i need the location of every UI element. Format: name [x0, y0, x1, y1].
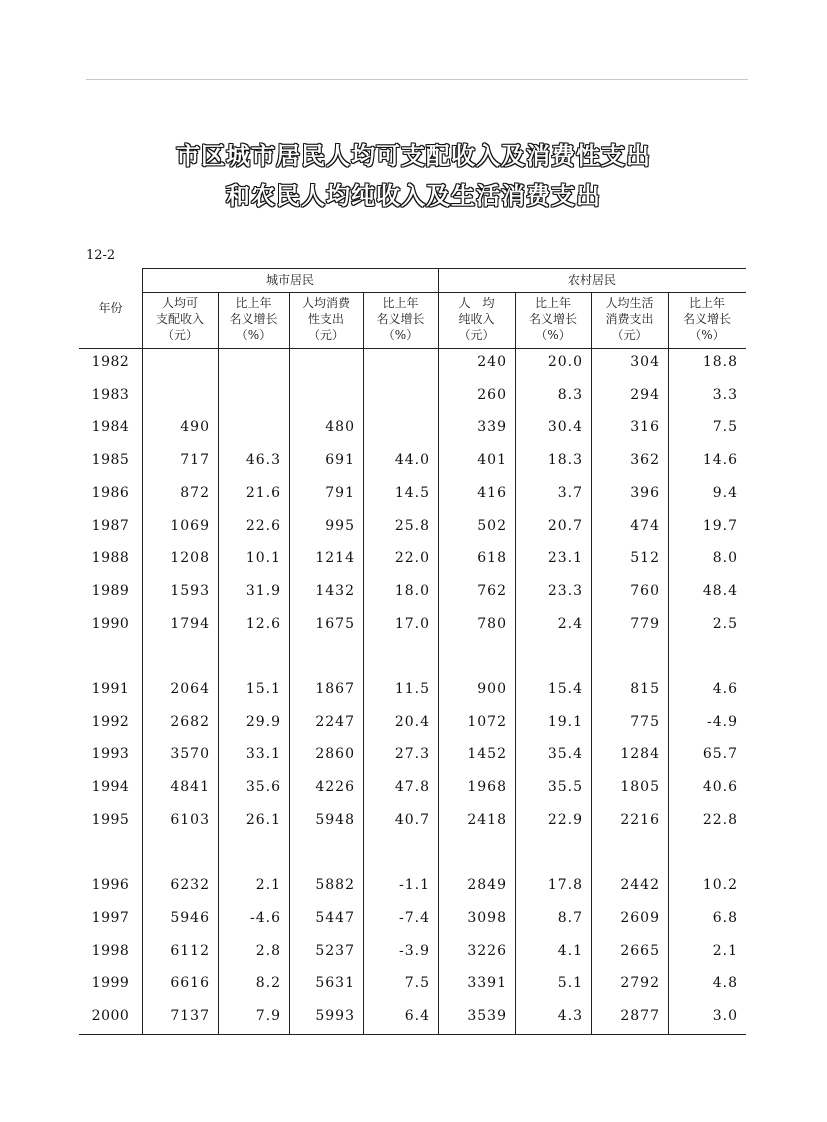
table-cell: 3098 — [467, 910, 507, 926]
table-cell: 22.6 — [245, 518, 281, 534]
table-cell: 2216 — [620, 812, 660, 828]
table-cell: 15.1 — [245, 681, 281, 697]
table-cell: 31.9 — [245, 583, 281, 599]
table-cell: 2609 — [620, 910, 660, 926]
column-divider — [591, 292, 592, 1034]
year-cell: 1991 — [91, 681, 130, 697]
table-cell: 2860 — [315, 746, 355, 762]
table-cell: 5237 — [315, 943, 355, 959]
table-cell: 1208 — [170, 550, 210, 566]
table-cell: 490 — [180, 419, 210, 435]
table-cell: -3.9 — [399, 943, 430, 959]
column-header: 人均生活 消费支出 （元） — [605, 296, 654, 342]
table-cell: 47.8 — [394, 779, 430, 795]
table-cell: 2665 — [620, 943, 660, 959]
table-cell: 5631 — [315, 975, 355, 991]
year-cell: 1983 — [91, 387, 130, 403]
table-cell: 2792 — [620, 975, 660, 991]
table-cell: 1805 — [620, 779, 660, 795]
statistics-table — [79, 268, 746, 1034]
table-cell: 2849 — [467, 877, 507, 893]
table-cell: 11.5 — [394, 681, 430, 697]
table-cell: 1593 — [170, 583, 210, 599]
table-cell: 35.5 — [547, 779, 583, 795]
table-cell: -1.1 — [399, 877, 430, 893]
table-cell: 19.1 — [547, 714, 583, 730]
table-cell: 65.7 — [702, 746, 738, 762]
column-header: 比上年 名义增长 （%） — [376, 296, 425, 342]
table-cell: 1867 — [315, 681, 355, 697]
table-cell: 775 — [630, 714, 660, 730]
table-cell: 14.6 — [702, 452, 738, 468]
table-cell: 25.8 — [394, 518, 430, 534]
table-cell: 2.8 — [255, 943, 281, 959]
table-cell: 502 — [477, 518, 507, 534]
year-cell: 1995 — [91, 812, 130, 828]
table-cell: 2877 — [620, 1008, 660, 1024]
table-cell: 4.1 — [557, 943, 583, 959]
year-cell: 1984 — [91, 419, 130, 435]
year-cell: 1992 — [91, 714, 130, 730]
table-cell: 40.6 — [702, 779, 738, 795]
table-cell: 4.6 — [712, 681, 738, 697]
column-divider — [218, 292, 219, 1034]
table-cell: 1794 — [170, 616, 210, 632]
table-cell: 2682 — [170, 714, 210, 730]
column-divider — [438, 268, 439, 1034]
table-cell: 339 — [477, 419, 507, 435]
table-cell: 7.5 — [712, 419, 738, 435]
table-cell: 760 — [630, 583, 660, 599]
year-cell: 1997 — [91, 910, 130, 926]
table-cell: 717 — [180, 452, 210, 468]
year-cell: 2000 — [91, 1008, 130, 1024]
column-divider — [289, 292, 290, 1034]
table-cell: 872 — [180, 485, 210, 501]
table-cell: 2.4 — [557, 616, 583, 632]
header-bottom-rule — [79, 348, 746, 349]
table-cell: 20.0 — [547, 354, 583, 370]
table-cell: 3.3 — [712, 387, 738, 403]
table-cell: 35.4 — [547, 746, 583, 762]
table-cell: 3226 — [467, 943, 507, 959]
group-header-rule — [142, 292, 746, 293]
table-cell: -7.4 — [399, 910, 430, 926]
year-cell: 1987 — [91, 518, 130, 534]
table-cell: 4226 — [315, 779, 355, 795]
table-cell: 18.8 — [702, 354, 738, 370]
table-cell: 2.5 — [712, 616, 738, 632]
table-cell: 1432 — [315, 583, 355, 599]
table-cell: 1968 — [467, 779, 507, 795]
column-header: 人 均 纯收入 （元） — [458, 296, 495, 342]
table-cell: 2418 — [467, 812, 507, 828]
column-header: 比上年 名义增长 （%） — [229, 296, 278, 342]
table-cell: 20.4 — [394, 714, 430, 730]
table-cell: 18.0 — [394, 583, 430, 599]
table-cell: 30.4 — [547, 419, 583, 435]
column-divider — [142, 268, 143, 1034]
column-header: 比上年 名义增长 （%） — [528, 296, 577, 342]
table-cell: 8.3 — [557, 387, 583, 403]
table-cell: 6112 — [170, 943, 210, 959]
column-header: 人均消费 性支出 （元） — [301, 296, 350, 342]
year-cell: 1986 — [91, 485, 130, 501]
table-cell: 8.2 — [255, 975, 281, 991]
table-cell: 5447 — [315, 910, 355, 926]
table-bottom-rule — [79, 1034, 746, 1035]
table-cell: 779 — [630, 616, 660, 632]
table-cell: 8.7 — [557, 910, 583, 926]
table-cell: 780 — [477, 616, 507, 632]
table-cell: 2.1 — [255, 877, 281, 893]
table-cell: 18.3 — [547, 452, 583, 468]
year-cell: 1988 — [91, 550, 130, 566]
year-cell: 1999 — [91, 975, 130, 991]
table-cell: 3570 — [170, 746, 210, 762]
top-rule — [86, 79, 748, 80]
column-header: 人均可 支配收入 （元） — [155, 296, 204, 342]
table-cell: 5993 — [315, 1008, 355, 1024]
table-cell: 2247 — [315, 714, 355, 730]
table-cell: 260 — [477, 387, 507, 403]
table-cell: 4841 — [170, 779, 210, 795]
table-cell: 4.8 — [712, 975, 738, 991]
table-cell: 17.8 — [547, 877, 583, 893]
table-cell: 29.9 — [245, 714, 281, 730]
table-cell: 618 — [477, 550, 507, 566]
table-cell: 1072 — [467, 714, 507, 730]
table-cell: 396 — [630, 485, 660, 501]
table-cell: 294 — [630, 387, 660, 403]
table-cell: 48.4 — [702, 583, 738, 599]
table-cell: -4.9 — [707, 714, 738, 730]
column-divider — [363, 292, 364, 1034]
table-cell: 20.7 — [547, 518, 583, 534]
table-cell: 5882 — [315, 877, 355, 893]
table-cell: 40.7 — [394, 812, 430, 828]
table-cell: 10.2 — [702, 877, 738, 893]
table-cell: 304 — [630, 354, 660, 370]
year-header: 年份 — [98, 301, 123, 315]
table-cell: 7.5 — [404, 975, 430, 991]
table-cell: 900 — [477, 681, 507, 697]
table-cell: 5946 — [170, 910, 210, 926]
table-cell: 362 — [630, 452, 660, 468]
table-cell: 6.4 — [404, 1008, 430, 1024]
table-cell: 6.8 — [712, 910, 738, 926]
year-cell: 1993 — [91, 746, 130, 762]
rural-group-header: 农村居民 — [567, 273, 616, 287]
table-cell: 35.6 — [245, 779, 281, 795]
table-cell: 815 — [630, 681, 660, 697]
table-cell: 10.1 — [245, 550, 281, 566]
year-cell: 1982 — [91, 354, 130, 370]
urban-group-header: 城市居民 — [265, 273, 314, 287]
table-cell: 22.0 — [394, 550, 430, 566]
table-cell: 762 — [477, 583, 507, 599]
table-cell: 512 — [630, 550, 660, 566]
table-cell: 1214 — [315, 550, 355, 566]
table-cell: 23.3 — [547, 583, 583, 599]
year-cell: 1989 — [91, 583, 130, 599]
column-divider — [515, 292, 516, 1034]
year-cell: 1994 — [91, 779, 130, 795]
page-title: 市区城市居民人均可支配收入及消费性支出 — [176, 142, 651, 170]
table-cell: 4.3 — [557, 1008, 583, 1024]
table-cell: 46.3 — [245, 452, 281, 468]
page-subtitle: 和农民人均纯收入及生活消费支出 — [226, 182, 601, 210]
table-cell: 6232 — [170, 877, 210, 893]
column-header: 比上年 名义增长 （%） — [682, 296, 731, 342]
table-cell: 480 — [325, 419, 355, 435]
table-cell: 474 — [630, 518, 660, 534]
table-cell: 33.1 — [245, 746, 281, 762]
table-cell: 1284 — [620, 746, 660, 762]
table-number: 12-2 — [86, 248, 116, 263]
table-cell: 5948 — [315, 812, 355, 828]
table-cell: 21.6 — [245, 485, 281, 501]
year-cell: 1998 — [91, 943, 130, 959]
table-cell: 1675 — [315, 616, 355, 632]
table-cell: 416 — [477, 485, 507, 501]
table-cell: 9.4 — [712, 485, 738, 501]
table-cell: 2064 — [170, 681, 210, 697]
year-cell: 1990 — [91, 616, 130, 632]
table-cell: 22.8 — [702, 812, 738, 828]
table-cell: -4.6 — [250, 910, 281, 926]
table-cell: 19.7 — [702, 518, 738, 534]
table-cell: 14.5 — [394, 485, 430, 501]
table-top-rule — [142, 268, 746, 269]
table-cell: 316 — [630, 419, 660, 435]
table-cell: 6103 — [170, 812, 210, 828]
table-cell: 8.0 — [712, 550, 738, 566]
table-cell: 7.9 — [255, 1008, 281, 1024]
table-cell: 17.0 — [394, 616, 430, 632]
table-cell: 44.0 — [394, 452, 430, 468]
year-cell: 1985 — [91, 452, 130, 468]
table-cell: 27.3 — [394, 746, 430, 762]
table-cell: 23.1 — [547, 550, 583, 566]
table-cell: 401 — [477, 452, 507, 468]
year-cell: 1996 — [91, 877, 130, 893]
table-cell: 791 — [325, 485, 355, 501]
table-cell: 3.0 — [712, 1008, 738, 1024]
table-cell: 7137 — [170, 1008, 210, 1024]
table-cell: 2.1 — [712, 943, 738, 959]
table-cell: 2442 — [620, 877, 660, 893]
table-cell: 1452 — [467, 746, 507, 762]
table-cell: 22.9 — [547, 812, 583, 828]
table-cell: 5.1 — [557, 975, 583, 991]
table-cell: 3391 — [467, 975, 507, 991]
table-cell: 240 — [477, 354, 507, 370]
table-cell: 1069 — [170, 518, 210, 534]
table-cell: 6616 — [170, 975, 210, 991]
table-cell: 3.7 — [557, 485, 583, 501]
table-cell: 15.4 — [547, 681, 583, 697]
table-cell: 995 — [325, 518, 355, 534]
table-cell: 26.1 — [245, 812, 281, 828]
table-cell: 12.6 — [245, 616, 281, 632]
table-cell: 691 — [325, 452, 355, 468]
table-cell: 3539 — [467, 1008, 507, 1024]
column-divider — [668, 292, 669, 1034]
